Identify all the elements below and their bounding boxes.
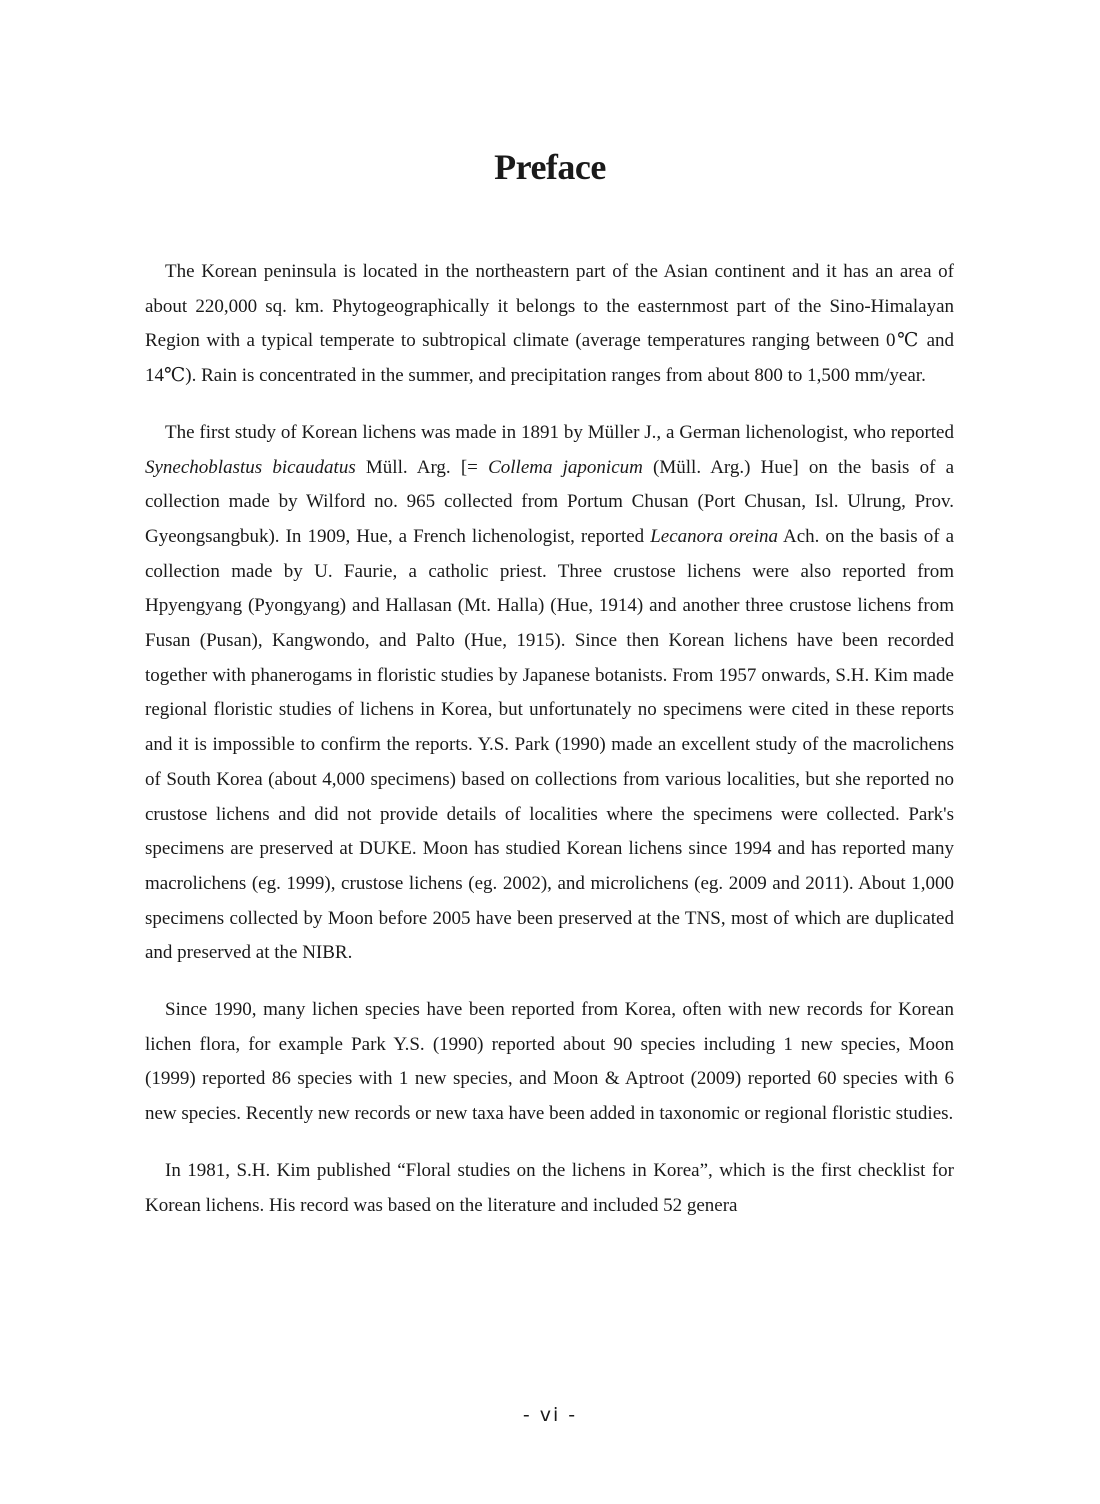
text-run: The first study of Korean lichens was made in 1891 by Müller J., a German lichenologist, who reported (165, 421, 954, 443)
text-run: (Müll. Arg.) Hue] on the basis of a collection made by Wilford no. 965 collected from Portum Chusan (Port Chusan, Isl. Ulrung, Prov. Gyeongsangbuk). In 1909, Hue, a French lichenologist, reported (145, 456, 955, 547)
page-title: Preface (494, 147, 606, 187)
paragraph-checklist: In 1981, S.H. Kim published “Floral studies on the lichens in Korea”, which is the first checklist for Korean lichens. His record was based on the literature and included 52 genera (145, 1159, 954, 1216)
paragraph-history (145, 416, 954, 971)
species-name: Lecanora oreina (650, 525, 778, 547)
paragraph-intro: The Korean peninsula is located in the northeastern part of the Asian continent and it has an area of about 220,000 sq. km. Phytogeographically it belongs to the easternmost part of the Sino-Himalayan Region with a typical temperate to subtropical climate (average temperatures ranging between 0℃ and 14℃). Rain is concentrated in the summer, and precipitation ranges from about 800 to 1,500 mm/year. (145, 261, 954, 387)
paragraph-recent-records: Since 1990, many lichen species have been reported from Korea, often with new records for Korean lichen flora, for example Park Y.S. (1990) reported about 90 species including 1 new species, Moon (1999) reported 86 species with 1 new species, and Moon & Aptroot (2009) reported 60 species with 6 new species. Recently new records or new taxa have been added in taxonomic or regional floristic studies. (145, 999, 954, 1125)
species-name: Synechoblastus bicaudatus (145, 456, 356, 478)
page-number: - vi - (522, 1404, 578, 1426)
text-run: Ach. on the basis of a collection made by U. Faurie, a catholic priest. Three crustose lichens were also reported from Hpyengyang (Pyongyang) and Hallasan (Mt. Halla) (Hue, 1914) and another three crustose lichens from Fusan (Pusan), Kangwondo, and Palto (Hue, 1915). Since then Korean lichens have been recorded together with phanerogams in floristic studies by Japanese botanists. From 1957 onwards, S.H. Kim made regional floristic studies of lichens in Korea, but unfortunately no specimens were cited in these reports and it is impossible to confirm the reports. Y.S. Park (1990) made an excellent study of the macrolichens of South Korea (about 4,000 specimens) based on collections from various localities, but she reported no crustose lichens and did not provide details of localities where the specimens were collected. Park's specimens are preserved at DUKE. Moon has studied Korean lichens since 1994 and has reported many macrolichens (eg. 1999), crustose lichens (eg. 2002), and microlichens (eg. 2009 and 2011). About 1,000 specimens collected by Moon before 2005 have been preserved at the TNS, most of which are duplicated and preserved at the NIBR. (145, 525, 955, 964)
text-run: Müll. Arg. [= (355, 456, 489, 478)
species-name: Collema japonicum (488, 456, 643, 478)
preface-body (145, 255, 954, 1245)
